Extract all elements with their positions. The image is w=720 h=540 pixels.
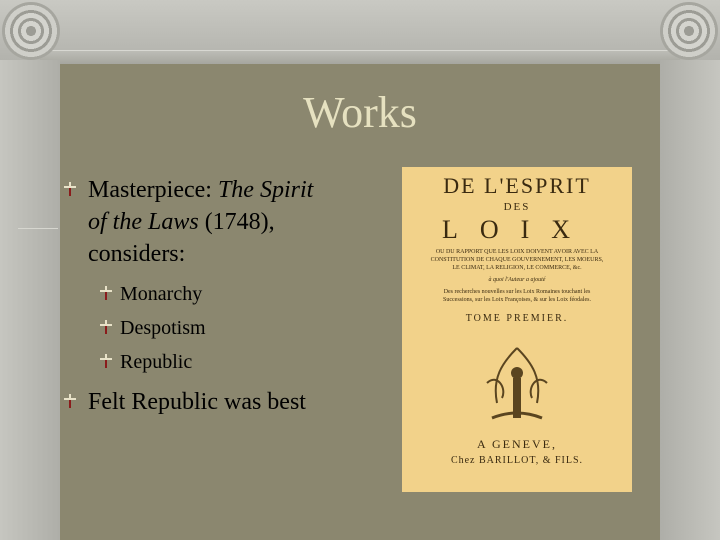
book-line: DE L'ESPRIT: [443, 173, 591, 198]
printer-ornament-icon: [467, 333, 567, 433]
cross-bullet-icon: [64, 182, 76, 196]
bullet-masterpiece-after: (1748), considers:: [88, 209, 275, 267]
column-right: [660, 60, 720, 540]
book-line: CONSTITUTION DE CHAQUE GOUVERNEMENT, LES MOEURS,: [430, 257, 604, 263]
book-line: TOME PREMIER.: [465, 313, 569, 324]
book-line: Successions, sur les Loix Françoises, & sur les Loix féodales.: [443, 297, 591, 303]
book-line: LOIX: [441, 215, 593, 244]
book-line: OU DU RAPPORT QUE LES LOIX DOIVENT AVOIR AVEC LA: [435, 249, 599, 255]
book-title-page-image: [402, 167, 632, 492]
cross-bullet-icon: [100, 320, 112, 334]
cross-bullet-icon: [100, 286, 112, 300]
bullet-masterpiece-italic: The Spirit of the Laws: [88, 177, 314, 235]
bullet-masterpiece-plain: Masterpiece:: [88, 177, 218, 203]
decorative-rule: [18, 228, 58, 229]
column-capital: [0, 0, 720, 60]
slide-title: Works: [303, 88, 417, 137]
book-line: LE CLIMAT, LA RELIGION, LE COMMERCE, &c.: [452, 265, 582, 271]
cross-bullet-icon: [100, 354, 112, 368]
volute-right-ornament: [660, 2, 718, 60]
sub-bullet-republic: Republic: [120, 351, 193, 373]
bullet-masterpiece: [88, 174, 318, 270]
sub-bullet-monarchy: Monarchy: [120, 283, 203, 305]
cross-bullet-icon: [64, 394, 76, 408]
sub-bullet-despotism: Despotism: [120, 317, 206, 339]
book-line: A GENEVE,: [477, 437, 557, 451]
book-line: Des recherches nouvelles sur les Loix Romaines touchant les: [443, 289, 591, 295]
book-line: à quoi l'Auteur a ajouté: [488, 277, 546, 283]
book-line: Chez BARILLOT, & FILS.: [450, 455, 584, 466]
volute-left-ornament: [2, 2, 60, 60]
bullet-felt-republic: Felt Republic was best: [88, 389, 306, 415]
column-left: [0, 60, 60, 540]
book-line: DES: [503, 201, 531, 213]
